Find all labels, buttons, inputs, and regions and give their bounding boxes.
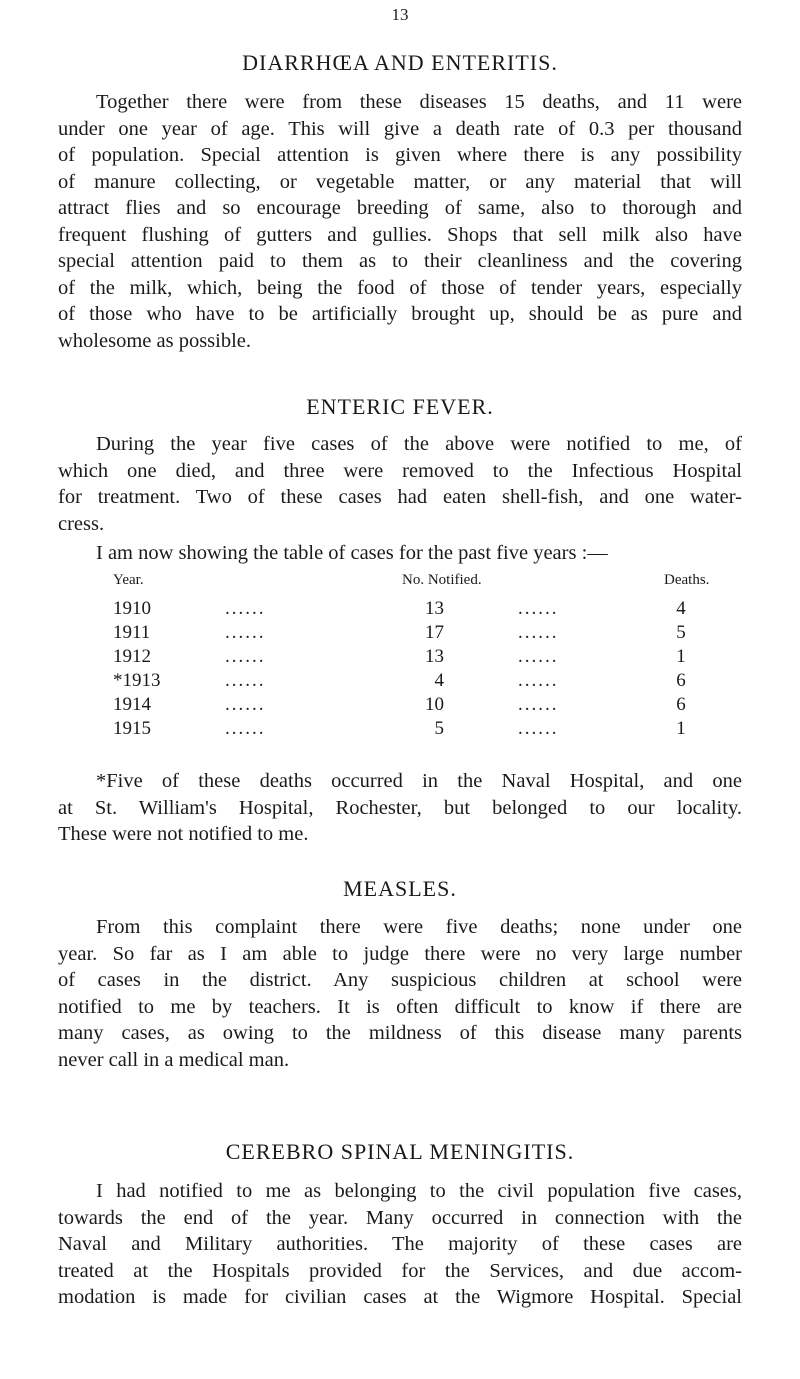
text-line: which one died, and three were removed to the Infectious Hospital [58,459,742,482]
text-line: I had notified to me as belonging to the civil population five cases, [96,1180,742,1202]
section-heading-meningitis: CEREBRO SPINAL MENINGITIS. [225,1139,575,1164]
cell-deaths: 1 [676,646,686,667]
text-line: These were not notified to me. [58,823,309,845]
text-line: I am now showing the table of cases for the past five years :— [96,542,608,564]
dot-leader: ...... [225,670,266,691]
dot-leader: ...... [225,694,266,715]
text-line: for treatment. Two of these cases had eaten shell-fish, and one water- [58,486,742,508]
paragraph-measles [58,914,742,1073]
header-deaths: Deaths. [664,572,710,588]
section-heading-measles: MEASLES. [343,876,457,901]
dot-leader: ...... [518,646,559,667]
text-line: wholesome as possible. [58,329,252,352]
paragraph-diarrhoea [58,89,742,354]
text-line: year. So far as I am able to judge there were no very large number [58,942,742,965]
text-line: During the year five cases of the above were notified to me, of [96,433,742,455]
dot-leader: ...... [518,670,559,691]
dot-leader: ...... [225,646,266,667]
text-line: many cases, as owing to the mildness of this disease many parents [58,1022,742,1044]
cell-year: 1915 [113,718,151,739]
page-number: 13 [391,5,409,24]
text-line: *Five of these deaths occurred in the Naval Hospital, and one [96,770,742,792]
text-line: of population. Special attention is given where there is any possibility [58,144,742,166]
section-heading-enteric-fever: ENTERIC FEVER. [306,394,494,419]
table-footnote [58,768,742,848]
cell-notified: 4 [434,670,444,691]
paragraph-enteric-fever [58,431,742,537]
cell-year: 1914 [113,694,151,715]
dot-leader: ...... [518,622,559,643]
dot-leader: ...... [225,622,266,643]
table-row [0,670,800,694]
text-line: Naval and Military authorities. The majority of these cases are [58,1233,742,1255]
table-row [0,646,800,670]
cell-year: *1913 [113,670,161,691]
cell-deaths: 4 [676,598,686,619]
text-line: of the milk, which, being the food of those of tender years, especially [58,276,742,299]
dot-leader: ...... [225,598,266,619]
cell-notified: 13 [425,598,444,619]
table-intro [58,540,742,567]
cell-notified: 5 [434,718,444,739]
cases-table [0,572,800,742]
cell-notified: 10 [425,694,444,715]
dot-leader: ...... [518,718,559,739]
text-line: special attention paid to them as to their cleanliness and the covering [58,250,742,272]
cell-deaths: 6 [676,670,686,691]
header-notified: No. Notified. [402,572,482,588]
cell-year: 1912 [113,646,151,667]
text-line: notified to me by teachers. It is often difficult to know if there are [58,995,742,1018]
cell-year: 1910 [113,598,151,619]
cell-notified: 17 [425,622,444,643]
cell-deaths: 1 [676,718,686,739]
dot-leader: ...... [225,718,266,739]
header-year: Year. [113,572,144,588]
text-line: frequent flushing of gutters and gullies. Shops that sell milk also have [58,223,742,246]
text-line: of cases in the district. Any suspicious children at school were [58,969,742,991]
table-row [0,622,800,646]
text-line: towards the end of the year. Many occurred in connection with the [58,1206,742,1229]
dot-leader: ...... [518,694,559,715]
text-line: of those who have to be artificially brought up, should be as pure and [58,303,742,325]
text-line: under one year of age. This will give a death rate of 0.3 per thousand [58,117,742,140]
text-line: attract flies and so encourage breeding of same, also to thorough and [58,197,742,219]
cell-deaths: 6 [676,694,686,715]
text-line: modation is made for civilian cases at the Wigmore Hospital. Special [58,1286,742,1308]
cell-notified: 13 [425,646,444,667]
paragraph-meningitis [58,1178,742,1311]
text-line: at St. William's Hospital, Rochester, but belonged to our locality. [58,796,742,819]
table-row [0,718,800,742]
text-line: never call in a medical man. [58,1048,290,1071]
table-row [0,598,800,622]
table-row [0,694,800,718]
text-line: Together there were from these diseases 15 deaths, and 11 were [96,91,742,113]
text-line: cress. [58,512,105,535]
cell-year: 1911 [113,622,151,643]
text-line: of manure collecting, or vegetable matter, or any material that will [58,170,742,193]
cell-deaths: 5 [676,622,686,643]
table-header-row [0,572,800,598]
text-line: From this complaint there were five deaths; none under one [96,916,742,938]
text-line: treated at the Hospitals provided for the Services, and due accom- [58,1259,742,1282]
section-heading-diarrhoea: DIARRHŒA AND ENTERITIS. [242,50,558,75]
dot-leader: ...... [518,598,559,619]
